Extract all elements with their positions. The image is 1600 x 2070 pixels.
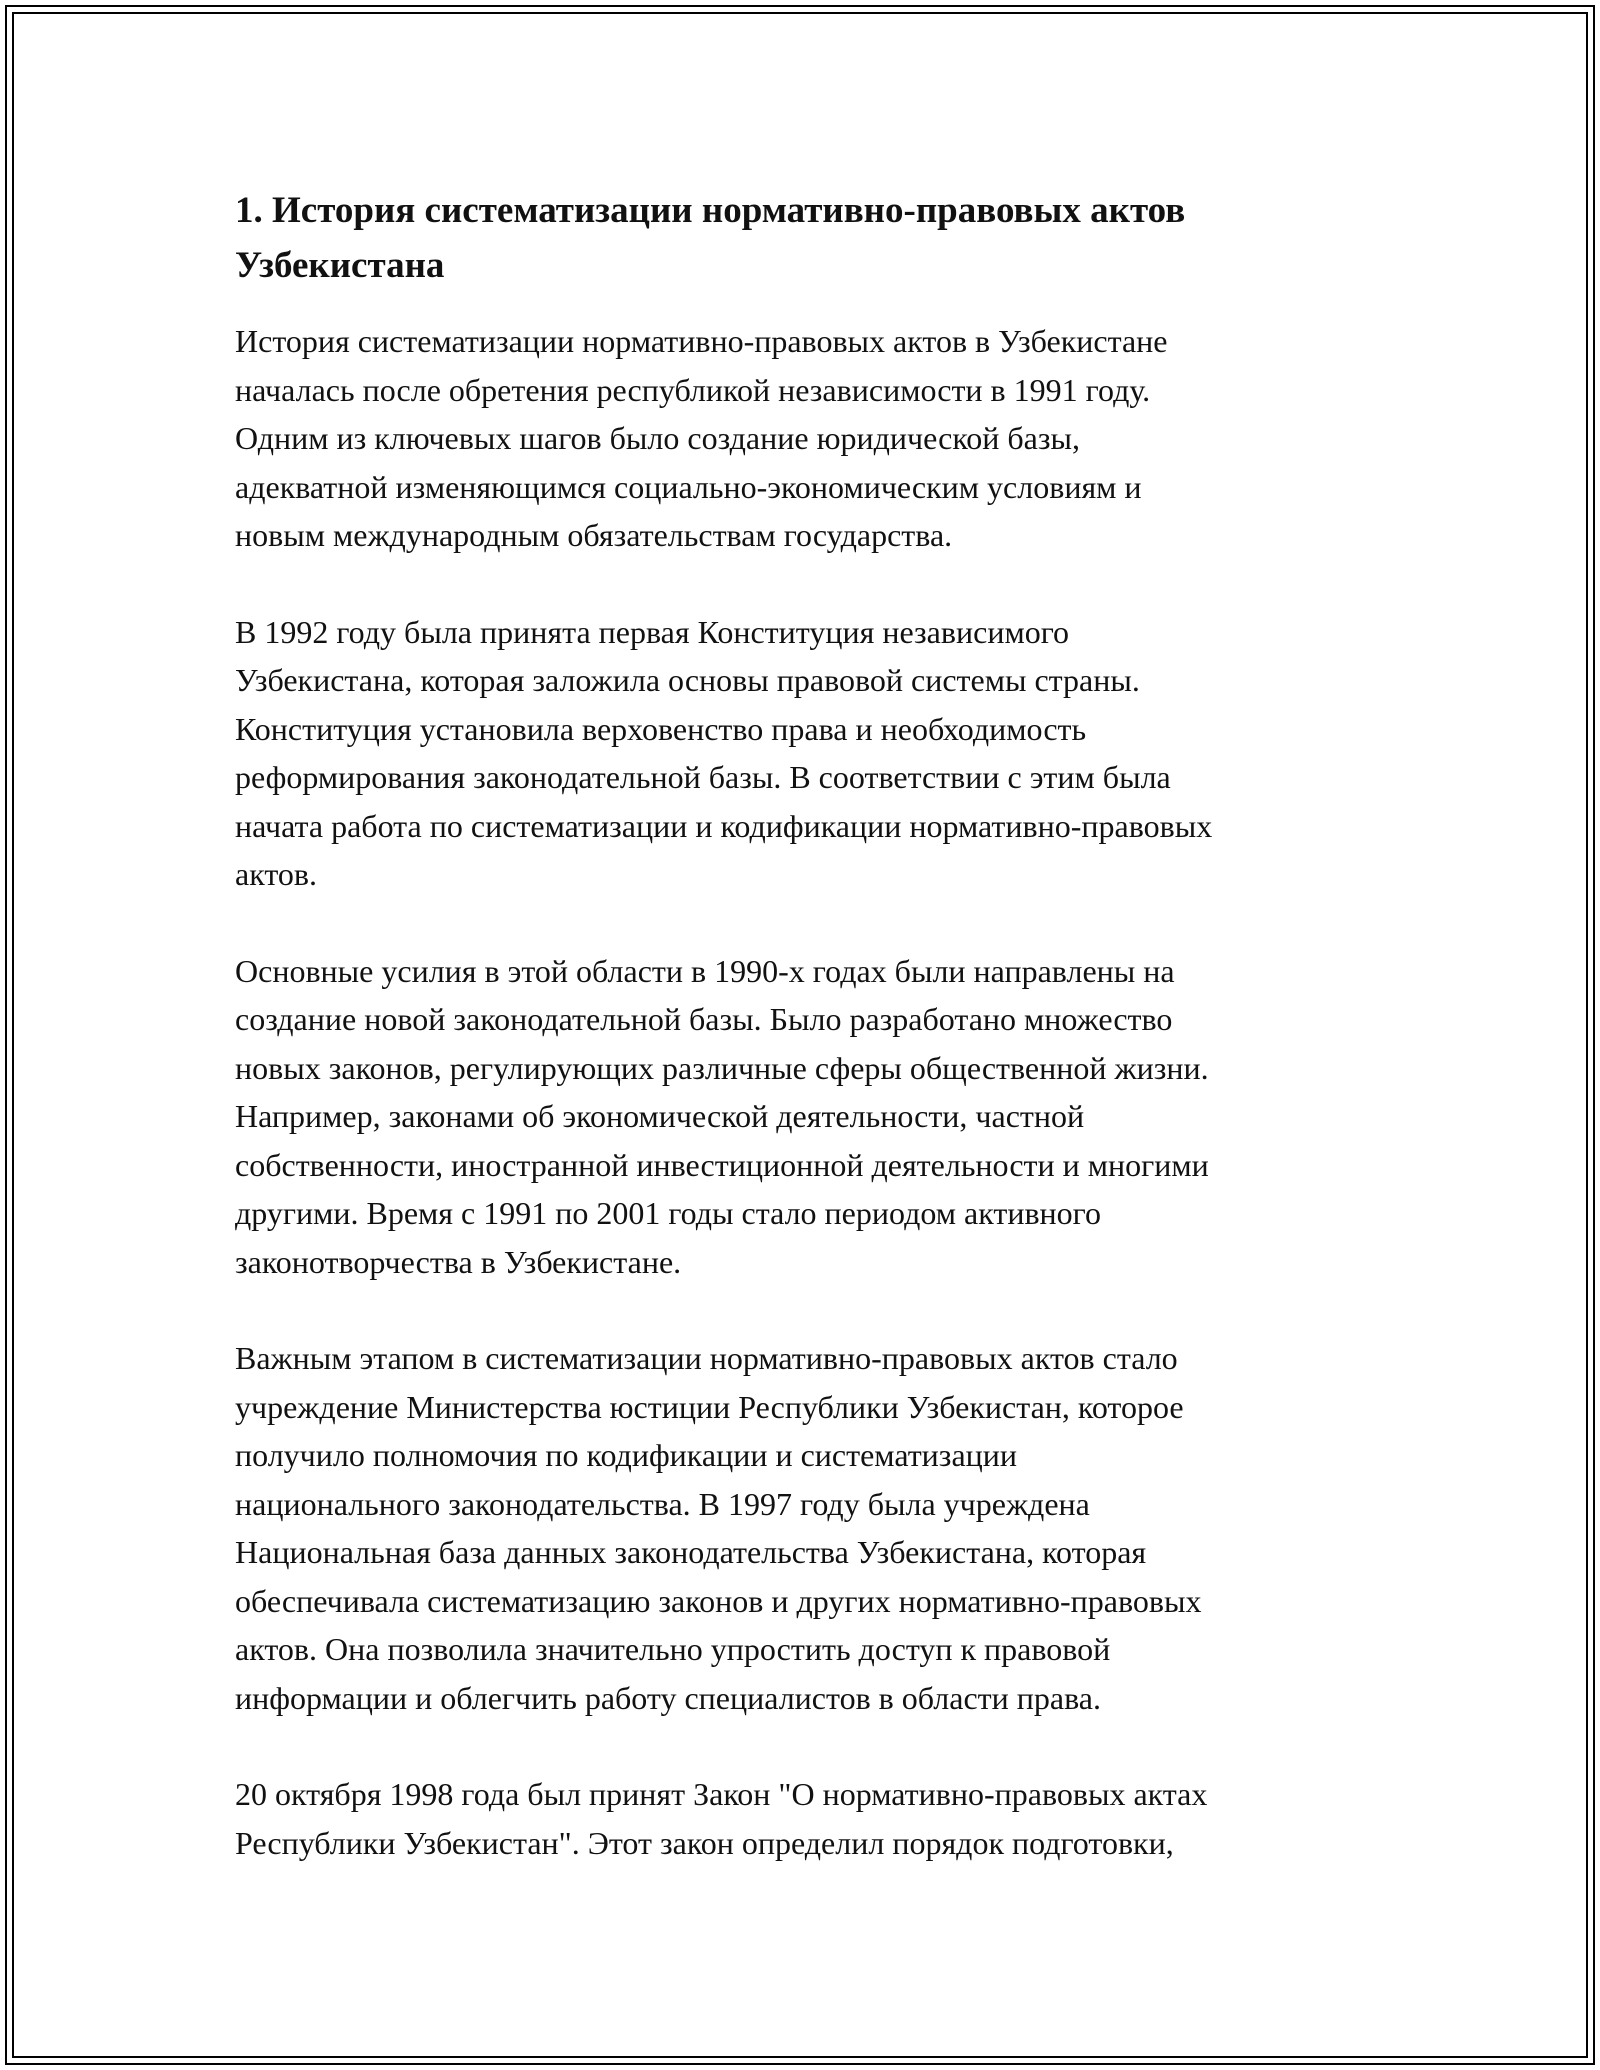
paragraph-independence: История систематизации нормативно-правовых актов в Узбекистане началась после обретения республикой независимости в 1991 году. Одним из ключевых шагов было создание юридической базы, адекватной изменяющимся социально-экономическим условиям и новым международным обязательствам государства. — [235, 323, 1168, 553]
paragraph-1998-law: 20 октября 1998 года был принят Закон "О нормативно-правовых актах Республики Узбекистан". Этот закон определил порядок подготовки, — [235, 1776, 1208, 1861]
paragraph-1990s-legislation: Основные усилия в этой области в 1990-х годах были направлены на создание новой законодательной базы. Было разработано множество новых законов, регулирующих различные сферы общественной жизни. Например, законами об экономической деятельности, частной собственности, иностранной инвестиционной деятельности и многими другими. Время с 1991 по 2001 годы стало периодом активного законотворчества в Узбекистане. — [235, 952, 1209, 1280]
paragraph-ministry-of-justice: Важным этапом в систематизации нормативно-правовых актов стало учреждение Министерства юстиции Республики Узбекистан, которое получило полномочия по кодификации и систематизации национального законодательства. В 1997 году была учреждена Национальная база данных законодательства Узбекистана, которая обеспечивала систематизацию законов и других нормативно-правовых актов. Она позволила значительно упростить доступ к правовой информации и облегчить работу специалистов в области права. — [235, 1340, 1202, 1716]
document-content — [235, 183, 1375, 1915]
section-heading: 1. История систематизации нормативно-правовых актов Узбекистана — [235, 190, 1186, 286]
paragraph-constitution: В 1992 году была принята первая Конституция независимого Узбекистана, которая заложила основы правовой системы страны. Конституция установила верховенство права и необходимость реформирования законодательной базы. В соответствии с этим была начата работа по систематизации и кодификации нормативно-правовых актов. — [235, 613, 1213, 892]
